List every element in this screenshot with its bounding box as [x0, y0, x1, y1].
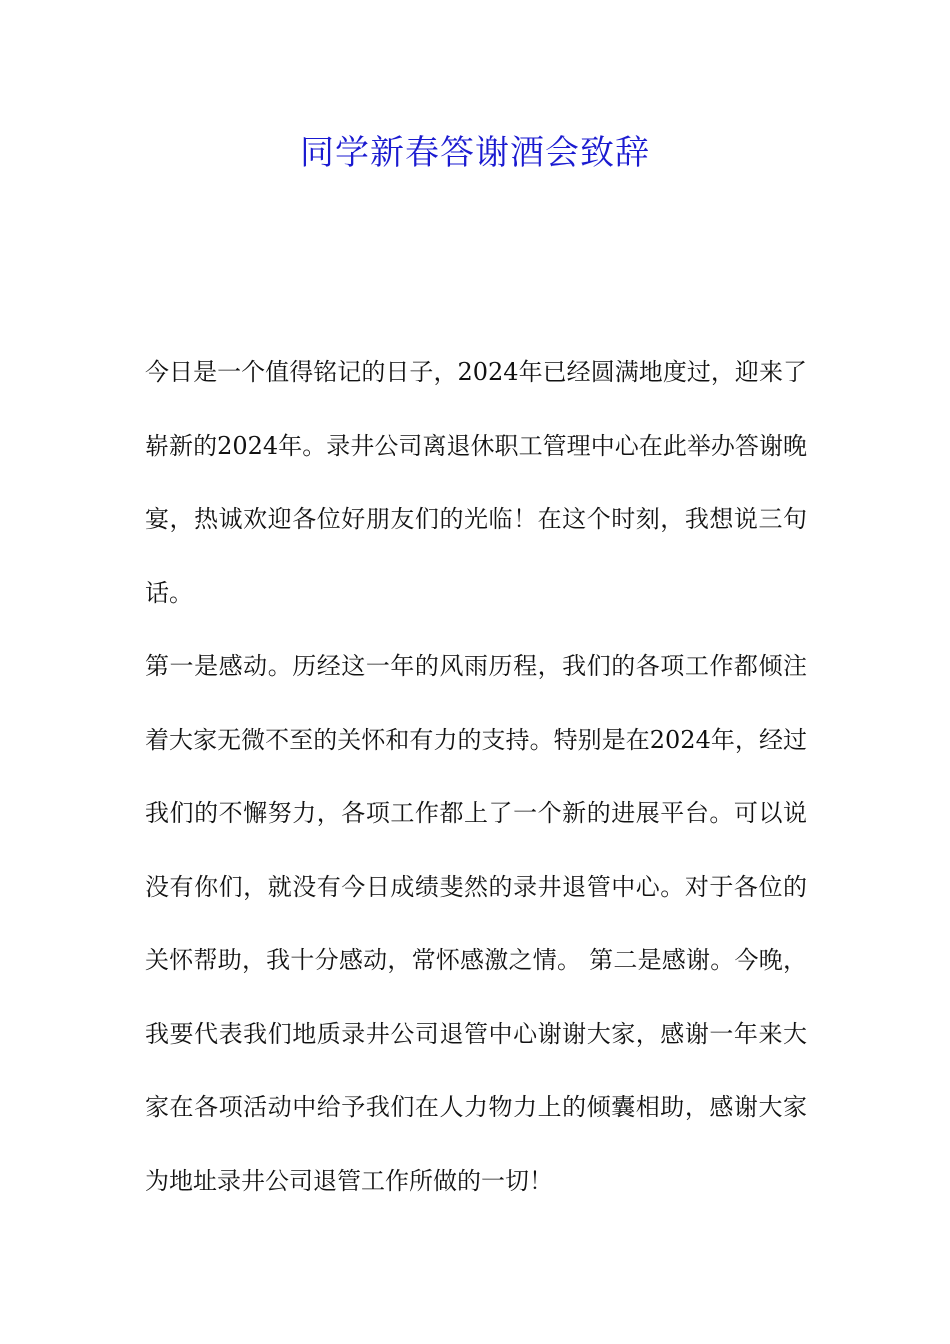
paragraph-1: 今日是一个值得铭记的日子，2024年已经圆满地度过，迎来了崭新的2024年。录井公司离退休职工管理中心在此举办答谢晚宴，热诚欢迎各位好朋友们的光临！在这个时刻，我想说三句话。 [145, 358, 807, 607]
document-title: 同学新春答谢酒会致辞 [300, 133, 650, 173]
paragraph-2: 第一是感动。历经这一年的风雨历程，我们的各项工作都倾注着大家无微不至的关怀和有力的支持。特别是在2024年，经过我们的不懈努力，各项工作都上了一个新的进展平台。可以说没有你们，就没有今日成绩斐然的录井退管中心。对于各位的关怀帮助，我十分感动，常怀感激之情。 第二是感谢。今晚，我要代表我们地质录井公司退管中心谢谢大家，感谢一年来大家在各项活动中给予我们在人力物力上的倾囊相助，感谢大家为地址录井公司退管工作所做的一切！ [145, 652, 807, 1195]
document-body [145, 336, 807, 1218]
